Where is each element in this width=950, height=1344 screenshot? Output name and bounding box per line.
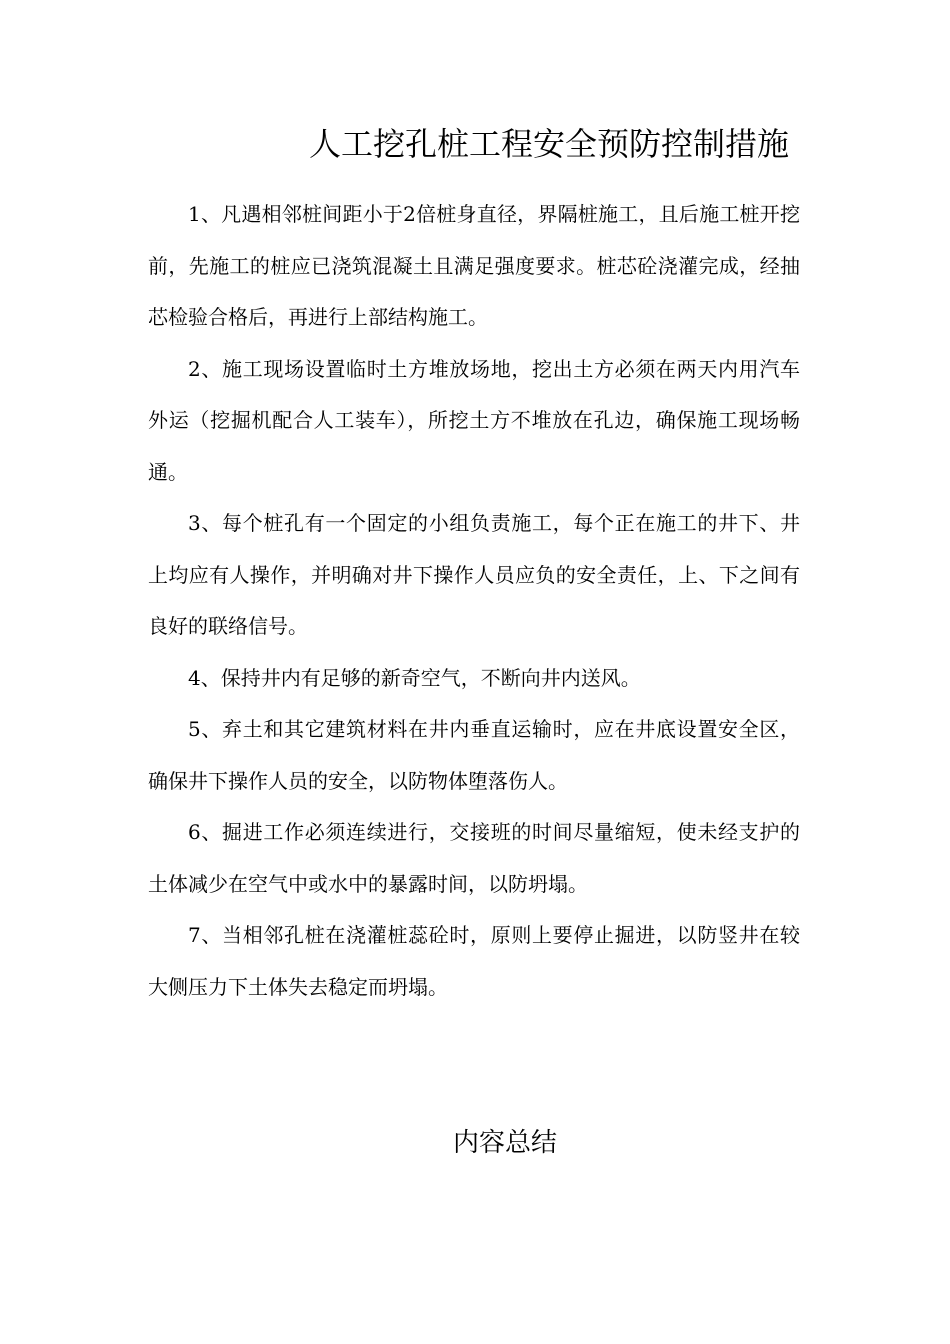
paragraph-3: 3、每个桩孔有一个固定的小组负责施工，每个正在施工的井下、井上均应有人操作，并明确对井下操作人员应负的安全责任，上、下之间有良好的联络信号。 <box>148 511 800 638</box>
paragraph-7: 7、当相邻孔桩在浇灌桩蕊砼时，原则上要停止掘进，以防竖井在较大侧压力下土体失去稳定而坍塌。 <box>148 923 800 999</box>
summary-heading: 内容总结 <box>452 1128 557 1158</box>
paragraph-2: 2、施工现场设置临时土方堆放场地，挖出土方必须在两天内用汽车外运（挖掘机配合人工装车），所挖土方不堆放在孔边，确保施工现场畅通。 <box>148 356 800 484</box>
paragraph-5: 5、弃土和其它建筑材料在井内垂直运输时，应在井底设置安全区，确保井下操作人员的安全，以防物体堕落伤人。 <box>148 717 800 793</box>
paragraph-4: 4、保持井内有足够的新奇空气，不断向井内送风。 <box>188 665 641 690</box>
paragraph-6: 6、掘进工作必须连续进行，交接班的时间尽量缩短，使未经支护的土体减少在空气中或水中的暴露时间，以防坍塌。 <box>148 820 800 896</box>
document-title: 人工挖孔桩工程安全预防控制措施 <box>308 125 789 163</box>
paragraph-1: 1、凡遇相邻桩间距小于2倍桩身直径，界隔桩施工，且后施工桩开挖前，先施工的桩应已浇筑混凝土且满足强度要求。桩芯砼浇灌完成，经抽芯检验合格后，再进行上部结构施工。 <box>148 202 800 329</box>
document-body <box>148 189 800 1013</box>
